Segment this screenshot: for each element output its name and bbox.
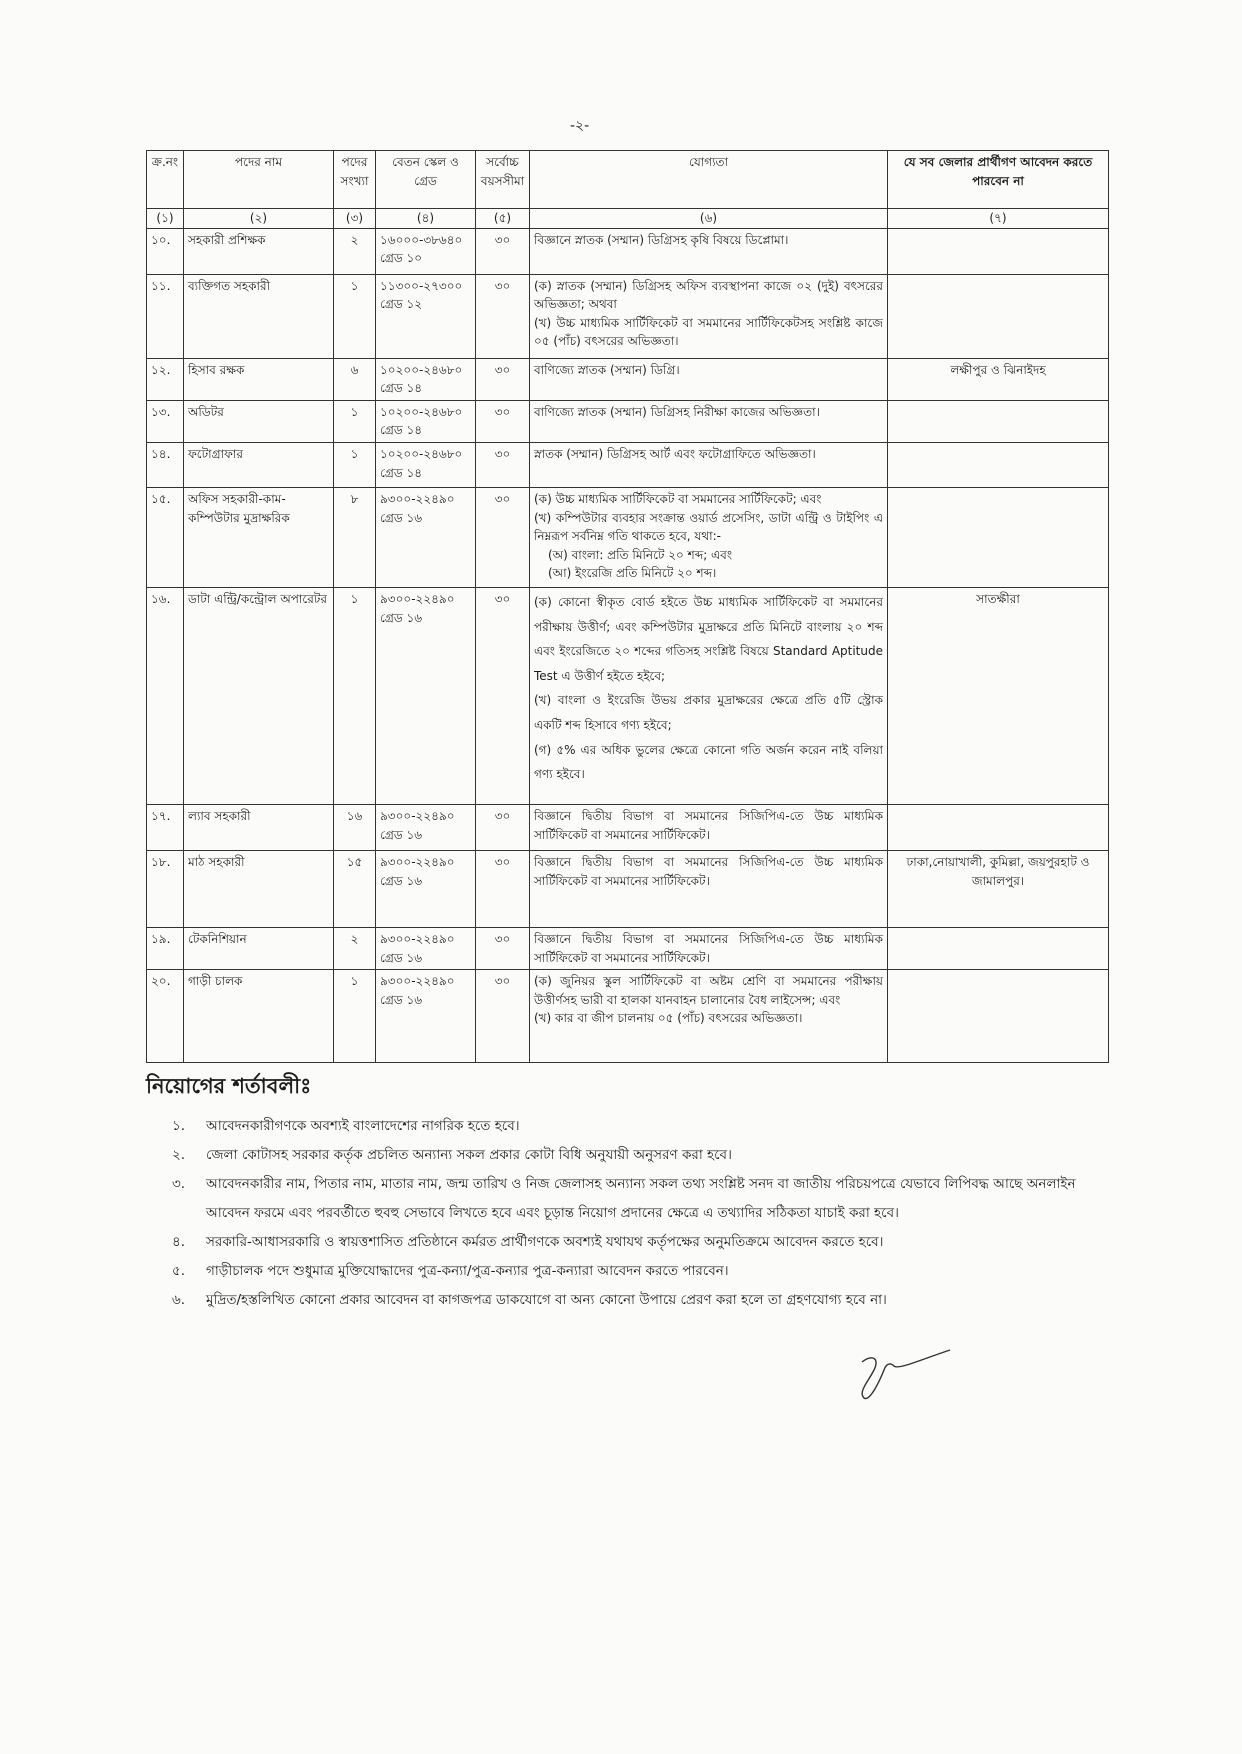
age-limit: ৩০ — [494, 491, 511, 506]
post-count: ১ — [350, 446, 359, 461]
post-count-cell — [334, 927, 376, 969]
table-row — [147, 927, 1109, 969]
term-item — [172, 1170, 1092, 1228]
post-name: গাড়ী চালক — [188, 974, 243, 989]
pay-scale-cell — [376, 274, 476, 358]
age-limit: ৩০ — [494, 854, 511, 869]
serial-number: ১৫. — [151, 491, 171, 506]
post-name: অডিটর — [188, 404, 224, 419]
age-limit-cell — [476, 587, 530, 804]
pay-scale-cell — [376, 804, 476, 850]
excluded-districts: লক্ষীপুর ও ঝিনাইদহ — [950, 362, 1046, 377]
qualification-line: (খ) কম্পিউটার ব্যবহার সংক্রান্ত ওয়ার্ড প্রসেসিং, ডাটা এন্ট্রি ও টাইপিং এ নিম্নরূপ সর্বনিম্ন গতি থাকতে হবে, যথা:- — [534, 510, 883, 544]
post-count-cell — [334, 850, 376, 927]
signature — [850, 1340, 960, 1414]
qualification-line: (অ) বাংলা: প্রতি মিনিটে ২০ শব্দ; এবং — [548, 547, 733, 562]
serial-cell — [147, 358, 184, 400]
serial-cell — [147, 400, 184, 442]
grade: গ্রেড ১৬ — [380, 873, 423, 888]
serial-cell — [147, 970, 184, 1063]
age-limit-cell — [476, 442, 530, 487]
qualification-line: বিজ্ঞানে দ্বিতীয় বিভাগ বা সমমানের সিজিপিএ-তে উচ্চ মাধ্যমিক সার্টিফিকেট বা সমমানের সার্টিফিকেট। — [534, 854, 883, 888]
post-count: ২ — [350, 931, 359, 946]
post-name-cell — [184, 804, 334, 850]
pay-scale-cell — [376, 442, 476, 487]
header-post-name: পদের নাম — [184, 151, 334, 209]
job-vacancy-table — [146, 150, 1109, 1063]
post-count-cell — [334, 358, 376, 400]
term-text: জেলা কোটাসহ সরকার কর্তৃক প্রচলিত অন্যান্য সকল প্রকার কোটা বিধি অনুযায়ী অনুসরণ করা হবে। — [206, 1147, 732, 1163]
excluded-districts-cell — [888, 927, 1109, 969]
post-count-cell — [334, 970, 376, 1063]
table-row — [147, 587, 1109, 804]
pay-scale: ৯৩০০-২২৪৯০ — [380, 854, 455, 869]
serial-number: ১৩. — [151, 404, 171, 419]
qualification-cell — [530, 970, 888, 1063]
qualification-line: (ক) জুনিয়র স্কুল সার্টিফিকেট বা অষ্টম শ্রেণি বা সমমানের পরীক্ষায় উত্তীর্ণসহ ভারী বা হালকা যানবাহন চালানোর বৈধ লাইসেন্স; এবং — [534, 974, 883, 1007]
pay-scale-cell — [376, 228, 476, 274]
term-number: ১. — [172, 1118, 186, 1134]
post-name-cell — [184, 442, 334, 487]
post-count-cell — [334, 274, 376, 358]
qualification-line: বিজ্ঞানে দ্বিতীয় বিভাগ বা সমমানের সিজিপিএ-তে উচ্চ মাধ্যমিক সার্টিফিকেট বা সমমানের সার্টিফিকেট। — [534, 931, 883, 965]
term-number: ৪. — [172, 1234, 186, 1250]
excluded-districts-cell — [888, 804, 1109, 850]
serial-cell — [147, 804, 184, 850]
age-limit: ৩০ — [494, 931, 511, 946]
qualification-line: (খ) বাংলা ও ইংরেজি উভয় প্রকার মুদ্রাক্ষরের ক্ষেত্রে প্রতি ৫টি স্ট্রোক একটি শব্দ হিসাবে গণ্য হইবে; — [534, 693, 883, 732]
qualification-cell — [530, 442, 888, 487]
qualification-line: বাণিজ্যে স্নাতক (সম্মান) ডিগ্রি। — [534, 362, 680, 377]
table-row — [147, 850, 1109, 927]
age-limit: ৩০ — [494, 591, 511, 606]
term-number: ৫. — [172, 1263, 186, 1279]
column-number: (৭) — [888, 209, 1109, 229]
pay-scale: ১১৩০০-২৭৩০০ — [380, 278, 463, 293]
term-item — [172, 1286, 1092, 1315]
serial-cell — [147, 274, 184, 358]
header-serial: ক্র.নং — [147, 151, 184, 209]
table-row — [147, 228, 1109, 274]
header-pay-scale: বেতন স্কেল ও গ্রেড — [376, 151, 476, 209]
term-number: ২. — [172, 1147, 186, 1163]
serial-number: ১৪. — [151, 446, 171, 461]
post-name-cell — [184, 228, 334, 274]
serial-cell — [147, 442, 184, 487]
pay-scale: ১০২০০-২৪৬৮০ — [380, 362, 463, 377]
pay-scale: ১৬০০০-৩৮৬৪০ — [380, 232, 463, 247]
age-limit: ৩০ — [494, 808, 511, 823]
grade: গ্রেড ১৬ — [380, 950, 423, 965]
table-row — [147, 970, 1109, 1063]
excluded-districts-cell — [888, 274, 1109, 358]
age-limit-cell — [476, 850, 530, 927]
excluded-districts: সাতক্ষীরা — [976, 591, 1020, 606]
age-limit: ৩০ — [494, 404, 511, 419]
pay-scale-cell — [376, 358, 476, 400]
post-name: সহকারী প্রশিক্ষক — [188, 232, 266, 247]
grade: গ্রেড ১২ — [380, 297, 423, 312]
qualification-cell — [530, 400, 888, 442]
term-item — [172, 1141, 1092, 1170]
column-number: (৩) — [334, 209, 376, 229]
post-name-cell — [184, 400, 334, 442]
post-count-cell — [334, 587, 376, 804]
post-name: অফিস সহকারী-কাম-কম্পিউটার মুদ্রাক্ষরিক — [188, 491, 290, 525]
table-row — [147, 400, 1109, 442]
post-name: ব্যক্তিগত সহকারী — [188, 278, 271, 293]
column-number-row — [147, 209, 1109, 229]
post-count: ১ — [350, 974, 359, 989]
qualification-line: (খ) কার বা জীপ চালনায় ০৫ (পাঁচ) বৎসরের অভিজ্ঞতা। — [534, 1011, 803, 1026]
column-number: (৬) — [530, 209, 888, 229]
pay-scale-cell — [376, 400, 476, 442]
pay-scale-cell — [376, 850, 476, 927]
qualification-line: (গ) ৫% এর অধিক ভুলের ক্ষেত্রে কোনো গতি অর্জন করেন নাই বলিয়া গণ্য হইবে। — [534, 742, 883, 782]
pay-scale-cell — [376, 970, 476, 1063]
post-count-cell — [334, 442, 376, 487]
pay-scale: ৯৩০০-২২৪৯০ — [380, 591, 455, 606]
post-name-cell — [184, 358, 334, 400]
qualification-line: (ক) স্নাতক (সম্মান) ডিগ্রিসহ অফিস ব্যবস্থাপনা কাজে ০২ (দুই) বৎসরের অভিজ্ঞতা; অথবা — [534, 278, 883, 312]
age-limit: ৩০ — [494, 362, 511, 377]
pay-scale-cell — [376, 587, 476, 804]
post-count: ১ — [350, 404, 359, 419]
serial-number: ১৯. — [151, 931, 171, 946]
serial-number: ১২. — [151, 362, 171, 377]
pay-scale-cell — [376, 927, 476, 969]
qualification-line: বিজ্ঞানে স্নাতক (সম্মান) ডিগ্রিসহ কৃষি বিষয়ে ডিপ্লোমা। — [534, 232, 789, 247]
table-row — [147, 274, 1109, 358]
term-item — [172, 1228, 1092, 1257]
excluded-districts: ঢাকা,নোয়াখালী, কুমিল্লা, জয়পুরহাট ও জামালপুর। — [906, 854, 1090, 888]
table-row — [147, 358, 1109, 400]
age-limit: ৩০ — [494, 232, 511, 247]
qualification-line: বিজ্ঞানে দ্বিতীয় বিভাগ বা সমমানের সিজিপিএ-তে উচ্চ মাধ্যমিক সার্টিফিকেট বা সমমানের সার্টিফিকেট। — [534, 808, 883, 842]
qualification-cell — [530, 358, 888, 400]
serial-cell — [147, 927, 184, 969]
grade: গ্রেড ১৪ — [380, 381, 423, 396]
excluded-districts-cell — [888, 400, 1109, 442]
post-name: ডাটা এন্ট্রি/কন্ট্রোল অপারেটর — [188, 591, 327, 606]
qualification-cell — [530, 850, 888, 927]
qualification-line: (ক) কোনো স্বীকৃত বোর্ড হইতে উচ্চ মাধ্যমিক সার্টিফিকেট বা সমমানের পরীক্ষায় উত্তীর্ণ; এবং কম্পিউটার মুদ্রাক্ষরে প্রতি মিনিটে বাংলায় ২০ শব্দ এবং ইংরেজিতে ২০ শব্দের গতিসহ সংশ্লিষ্ট বিষয়ে Standard Aptitude Test এ উত্তীর্ণ হইতে হইবে; — [534, 594, 883, 683]
qualification-cell — [530, 228, 888, 274]
serial-number: ১৬. — [151, 591, 171, 606]
qualification-cell — [530, 274, 888, 358]
term-item — [172, 1112, 1092, 1141]
header-excluded-districts: যে সব জেলার প্রার্থীগণ আবেদন করতে পারবেন না — [888, 151, 1109, 209]
header-post-count: পদের সংখ্যা — [334, 151, 376, 209]
post-count: ১৬ — [346, 808, 363, 823]
table-row — [147, 804, 1109, 850]
serial-cell — [147, 587, 184, 804]
pay-scale: ১০২০০-২৪৬৮০ — [380, 446, 463, 461]
pay-scale: ৯৩০০-২২৪৯০ — [380, 491, 455, 506]
age-limit: ৩০ — [494, 278, 511, 293]
post-count-cell — [334, 804, 376, 850]
age-limit: ৩০ — [494, 446, 511, 461]
excluded-districts-cell — [888, 487, 1109, 587]
post-count: ১৫ — [346, 854, 363, 869]
post-count: ২ — [350, 232, 359, 247]
qualification-line: স্নাতক (সম্মান) ডিগ্রিসহ আর্ট এবং ফটোগ্রাফিতে অভিজ্ঞতা। — [534, 446, 816, 461]
post-name-cell — [184, 850, 334, 927]
excluded-districts-cell — [888, 442, 1109, 487]
excluded-districts-cell — [888, 587, 1109, 804]
table-row — [147, 487, 1109, 587]
term-number: ৩. — [172, 1176, 186, 1192]
column-number: (৫) — [476, 209, 530, 229]
post-name: টেকনিশিয়ান — [188, 931, 247, 946]
qualification-cell — [530, 927, 888, 969]
grade: গ্রেড ১৬ — [380, 827, 423, 842]
age-limit: ৩০ — [494, 974, 511, 989]
term-text: গাড়ীচালক পদে শুধুমাত্র মুক্তিযোদ্ধাদের পুত্র-কন্যা/পুত্র-কন্যার পুত্র-কন্যারা আবেদন করতে পারবেন। — [206, 1263, 729, 1279]
terms-list — [172, 1112, 1092, 1315]
table-row — [147, 442, 1109, 487]
serial-number: ২০. — [151, 974, 171, 989]
age-limit-cell — [476, 970, 530, 1063]
age-limit-cell — [476, 804, 530, 850]
post-count: ১ — [350, 591, 359, 606]
age-limit-cell — [476, 358, 530, 400]
post-name-cell — [184, 274, 334, 358]
serial-cell — [147, 850, 184, 927]
serial-cell — [147, 487, 184, 587]
qualification-cell — [530, 804, 888, 850]
serial-number: ১৮. — [151, 854, 171, 869]
post-count-cell — [334, 228, 376, 274]
grade: গ্রেড ১৬ — [380, 510, 423, 525]
post-name: ল্যাব সহকারী — [188, 808, 251, 823]
excluded-districts-cell — [888, 358, 1109, 400]
serial-number: ১৭. — [151, 808, 171, 823]
excluded-districts-cell — [888, 970, 1109, 1063]
column-number: (৪) — [376, 209, 476, 229]
terms-heading: নিয়োগের শর্তাবলীঃ — [146, 1074, 312, 1098]
qualification-cell — [530, 487, 888, 587]
column-number: (১) — [147, 209, 184, 229]
excluded-districts-cell — [888, 850, 1109, 927]
post-name: ফটোগ্রাফার — [188, 446, 243, 461]
grade: গ্রেড ১৬ — [380, 992, 423, 1007]
qualification-line: (আ) ইংরেজি প্রতি মিনিটে ২০ শব্দ। — [548, 566, 717, 581]
header-qualification: যোগ্যতা — [530, 151, 888, 209]
post-count-cell — [334, 487, 376, 587]
grade: গ্রেড ১৪ — [380, 465, 423, 480]
term-text: মুদ্রিত/হস্তলিখিত কোনো প্রকার আবেদন বা কাগজপত্র ডাকযোগে বা অন্য কোনো উপায়ে প্রেরণ করা হলে তা গ্রহণযোগ্য হবে না। — [206, 1292, 887, 1308]
grade: গ্রেড ১৬ — [380, 610, 423, 625]
age-limit-cell — [476, 400, 530, 442]
column-number: (২) — [184, 209, 334, 229]
qualification-line: (খ) উচ্চ মাধ্যমিক সার্টিফিকেট বা সমমানের সার্টিফিকেটসহ সংশ্লিষ্ট কাজে ০৫ (পাঁচ) বৎসরের অভিজ্ঞতা। — [534, 315, 883, 349]
post-count-cell — [334, 400, 376, 442]
post-name: মাঠ সহকারী — [188, 854, 245, 869]
serial-number: ১১. — [151, 278, 171, 293]
page-number: -২- — [570, 118, 590, 134]
post-count: ৮ — [350, 491, 359, 506]
post-name: হিসাব রক্ষক — [188, 362, 245, 377]
pay-scale: ৯৩০০-২২৪৯০ — [380, 931, 455, 946]
header-age-limit: সর্বোচ্চ বয়সসীমা — [476, 151, 530, 209]
age-limit-cell — [476, 927, 530, 969]
pay-scale: ৯৩০০-২২৪৯০ — [380, 974, 455, 989]
age-limit-cell — [476, 274, 530, 358]
grade: গ্রেড ১৪ — [380, 423, 423, 438]
term-text: আবেদনকারীর নাম, পিতার নাম, মাতার নাম, জন্ম তারিখ ও নিজ জেলাসহ অন্যান্য সকল তথ্য সংশ্লিষ্ট সনদ বা জাতীয় পরিচয়পত্রে যেভাবে লিপিবদ্ধ আছে অনলাইন আবেদন ফরমে এবং পরবর্তীতে হুবহু সেভাবে লিখতে হবে এবং চূড়ান্ত নিয়োগ প্রদানের ক্ষেত্রে এ তথ্যাদির সঠিকতা যাচাই করা হবে। — [206, 1176, 1076, 1221]
qualification-cell — [530, 587, 888, 804]
age-limit-cell — [476, 228, 530, 274]
serial-cell — [147, 228, 184, 274]
post-count: ৬ — [350, 362, 359, 377]
post-name-cell — [184, 970, 334, 1063]
post-name-cell — [184, 587, 334, 804]
pay-scale: ৯৩০০-২২৪৯০ — [380, 808, 455, 823]
pay-scale: ১০২০০-২৪৬৮০ — [380, 404, 463, 419]
grade: গ্রেড ১০ — [380, 251, 423, 266]
pay-scale-cell — [376, 487, 476, 587]
table-header-row — [147, 151, 1109, 209]
serial-number: ১০. — [151, 232, 171, 247]
excluded-districts-cell — [888, 228, 1109, 274]
post-name-cell — [184, 927, 334, 969]
term-item — [172, 1257, 1092, 1286]
age-limit-cell — [476, 487, 530, 587]
term-text: সরকারি-আধাসরকারি ও স্বায়ত্তশাসিত প্রতিষ্ঠানে কর্মরত প্রার্থীগণকে অবশ্যই যথাযথ কর্তৃপক্ষের অনুমতিক্রমে আবেদন করতে হবে। — [206, 1234, 884, 1250]
qualification-line: বাণিজ্যে স্নাতক (সম্মান) ডিগ্রিসহ নিরীক্ষা কাজের অভিজ্ঞতা। — [534, 404, 820, 419]
term-number: ৬. — [172, 1292, 186, 1308]
post-count: ১ — [350, 278, 359, 293]
term-text: আবেদনকারীগণকে অবশ্যই বাংলাদেশের নাগরিক হতে হবে। — [206, 1118, 520, 1134]
qualification-line: (ক) উচ্চ মাধ্যমিক সার্টিফিকেট বা সমমানের সার্টিফিকেট; এবং — [534, 491, 822, 506]
post-name-cell — [184, 487, 334, 587]
